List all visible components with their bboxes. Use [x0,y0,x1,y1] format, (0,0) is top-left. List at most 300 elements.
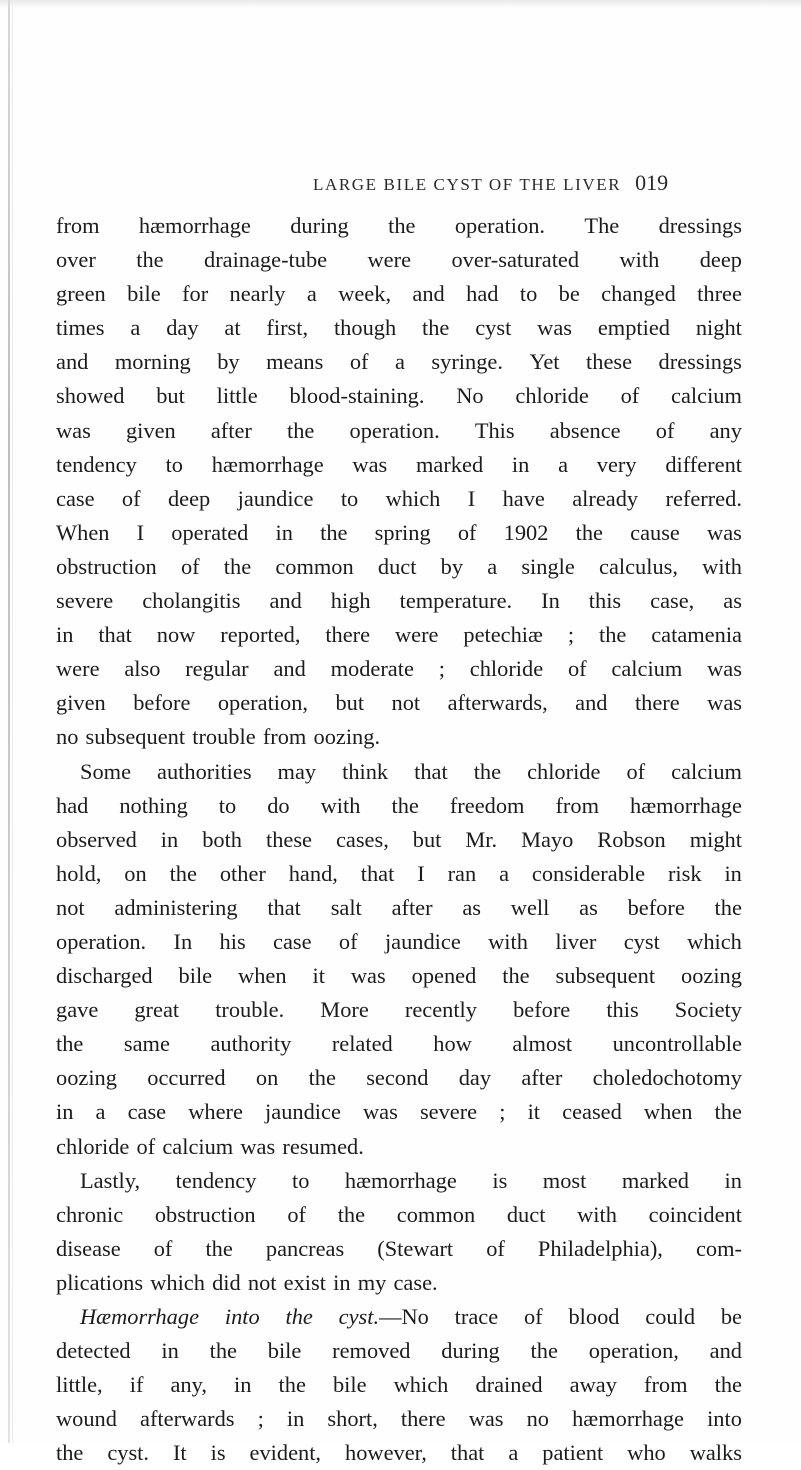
word: the [337,1201,366,1227]
word: as [462,894,482,920]
word: that [360,860,395,886]
word: and [56,349,89,375]
running-head: LARGE BILE CYST OF THE LIVER [313,175,622,194]
word: Mr. [465,826,498,852]
word: operation. [454,213,545,238]
word: in [234,1372,252,1398]
word: the [278,1372,306,1398]
word: other [219,860,266,886]
word: the [209,1338,237,1364]
word: pancreas [265,1235,345,1261]
word: already [572,485,639,511]
word: however, [345,1440,427,1466]
word: cyst [475,315,512,341]
word: after [521,1065,563,1091]
word: and [709,1338,742,1364]
word: of [349,349,369,375]
word: there [325,622,371,648]
text-line [56,1266,742,1300]
word: the [308,1065,336,1091]
text-line [56,584,742,618]
text-line [56,379,742,413]
word: from [555,792,599,818]
word: a [558,451,569,477]
word: deep [167,485,211,511]
word: of [567,656,587,682]
word: of [626,758,646,784]
word: oozing [681,963,742,989]
word: of [136,1133,156,1159]
word: that [414,758,448,784]
word: but [335,690,365,716]
word: little, [56,1372,103,1398]
word: now [156,622,196,648]
word: gave [56,997,99,1023]
word: patient [542,1440,604,1466]
word: be [720,1304,742,1329]
word: trace [454,1304,499,1329]
word: do [267,792,290,818]
word: ; [567,622,575,648]
word: calcium [611,656,683,682]
word: duct [506,1201,546,1227]
word: of [287,1201,306,1227]
word: which [393,1372,449,1398]
word: into [224,1304,260,1329]
word: did [212,1269,241,1295]
word: away [569,1372,617,1398]
word: both [202,826,242,852]
text-line [56,925,742,959]
word: cyst [623,928,660,954]
word: and [269,588,302,614]
word: three [697,281,742,307]
text-line [56,243,742,277]
body-text [56,209,742,1470]
word: hæmorrhage [630,792,742,818]
text-line [56,482,742,516]
word: given [125,417,176,443]
word: of [620,383,640,409]
word: when [643,1099,693,1125]
word: the [714,1099,742,1125]
word: calcium [671,383,742,409]
word: by [217,349,240,375]
word: was [240,1133,276,1159]
word: in [724,1167,742,1193]
word: authority [210,1031,292,1057]
word: could [645,1304,696,1329]
word: in [160,826,179,852]
word: might [689,826,742,852]
word: tendency [56,451,137,477]
word: think [342,758,389,784]
word: as [723,588,742,614]
word: day [458,1065,492,1091]
word: though [333,315,397,341]
page-top-edge [0,0,801,8]
word: ; [438,656,445,682]
word: hold, [56,860,102,886]
word: on [255,1065,279,1091]
word: it [312,963,325,989]
word: More [320,997,369,1023]
word: in [161,1338,179,1364]
word: night [695,315,742,341]
word: from [262,724,307,750]
word: means [266,349,324,375]
word: spring [374,519,431,545]
word: the [285,1304,313,1329]
word: and [412,281,445,307]
text-line [56,1164,742,1198]
text-line [56,789,742,823]
word: was [363,1099,398,1125]
word: the [56,1031,84,1057]
word: chloride [515,383,589,409]
word: jaundice [265,1099,341,1125]
word: the [56,1440,84,1466]
word: plications [56,1269,144,1295]
word: with [702,553,742,579]
word: afterwards, [447,690,548,716]
word: was [707,690,742,716]
word: When [56,519,110,545]
word: the [530,1338,558,1364]
word: afterwards [140,1406,235,1432]
word: in [56,622,74,648]
word: operation. [349,417,440,443]
word: in [286,1406,305,1432]
word: blood-staining. [289,383,425,409]
page-number: 019 [635,170,669,195]
word: petechiæ [463,622,543,648]
word: to [218,792,237,818]
word: referred. [665,485,742,511]
word: opened [411,963,477,989]
word: No [456,383,484,409]
word: chloride [527,758,601,784]
text-line [56,720,742,754]
word: times [56,315,105,341]
word: with [619,247,660,273]
word: bile [127,281,161,307]
word: chronic [56,1201,124,1227]
word: who [627,1440,666,1466]
text-line [56,1402,742,1436]
word: his [219,928,246,954]
word: in [724,860,742,886]
word: the [714,894,742,920]
word: recently [404,997,477,1023]
word: in [56,1099,74,1125]
word: have [502,485,545,511]
word: was [468,1406,504,1432]
word: green [56,281,106,307]
word: which [687,928,742,954]
word: given [56,690,106,716]
word: blood [568,1304,620,1329]
word: Robson [597,826,666,852]
word: operation, [217,690,308,716]
word: common [396,1201,476,1227]
word: not [56,894,85,920]
text-line [56,1232,742,1266]
word: The [584,213,620,238]
word: after [210,417,252,443]
word: little [216,383,258,409]
word: the [388,213,416,238]
word: observed [56,826,137,852]
word: syringe. [431,349,503,375]
word: is [492,1167,508,1193]
word: chloride [56,1133,130,1159]
word: of [523,1304,543,1329]
word: after [391,894,433,920]
word: most [542,1167,587,1193]
text-line [56,891,742,925]
word: and [273,656,306,682]
word: to [340,485,359,511]
word: had [466,281,499,307]
word: hæmorrhage [211,451,324,477]
word: administering [114,894,238,920]
word: to [291,1167,310,1193]
text-line [56,1368,742,1402]
word: subsequent [555,963,656,989]
word: salt [330,894,362,920]
word: the [422,315,450,341]
word: liver [555,928,597,954]
word: This [474,417,515,443]
word: were [367,247,412,273]
text-line [56,209,742,243]
text-line [56,857,742,891]
word: case [273,928,312,954]
word: trouble [192,724,256,750]
text-line [56,311,742,345]
word: calcium [162,1133,234,1159]
word: discharged [56,963,153,989]
binding-gutter [8,0,10,1443]
word: disease [56,1235,121,1261]
word: trouble. [215,997,285,1023]
page-header [313,170,733,194]
word: very [596,451,637,477]
word: as [579,894,598,920]
word: Philadelphia), [537,1235,663,1261]
word: a [394,349,405,375]
word: of [338,928,358,954]
word: that [98,622,132,648]
word: uncontrollable [612,1031,742,1057]
word: short, [327,1406,378,1432]
word: on [124,860,147,886]
word: morning [114,349,191,375]
word: authorities [157,758,252,784]
word: cyst.—No [338,1304,429,1329]
word: of [153,1235,173,1261]
word: before [513,997,571,1023]
word: it [527,1099,541,1125]
word: no [56,724,79,750]
binding-gutter-shadow [12,0,13,1443]
text-line [56,959,742,993]
word: well [510,894,550,920]
text-line [56,448,742,482]
word: but [156,383,185,409]
word: the [714,1372,742,1398]
word: for [182,281,209,307]
word: there [400,1406,446,1432]
word: Hæmorrhage [80,1304,200,1329]
word: duct [377,553,417,579]
word: a [487,553,498,579]
word: over-saturated [451,247,580,273]
word: temperature. [399,588,513,614]
word: walks [689,1440,742,1466]
word: freedom [449,792,525,818]
word: jaundice [237,485,314,511]
word: a [499,860,510,886]
word: case. [393,1269,438,1295]
word: which [385,485,441,511]
word: considerable [531,860,646,886]
word: of [180,553,200,579]
word: not [247,1269,277,1295]
word: from [56,213,100,238]
word: obstruction [56,553,157,579]
word: (Stewart [377,1235,454,1261]
word: ; [499,1099,506,1125]
text-line [56,345,742,379]
word: Some [80,758,132,784]
word: drained [475,1372,543,1398]
word: of [655,417,675,443]
word: a [508,1440,519,1466]
word: jaundice [384,928,461,954]
word: that [450,1440,485,1466]
word: dressings [658,349,742,375]
word: the [205,1235,233,1261]
word: there [634,690,680,716]
word: severe [56,588,114,614]
word: cases, [335,826,389,852]
word: Society [674,997,742,1023]
word: this [606,997,639,1023]
word: oozing. [313,724,381,750]
word: was [537,315,572,341]
word: first, [266,315,309,341]
word: calcium [671,758,742,784]
word: oozing [56,1065,117,1091]
text-line [56,652,742,686]
word: In [541,588,560,614]
word: in [511,451,530,477]
word: risk [667,860,702,886]
word: great [134,997,180,1023]
word: a [306,281,317,307]
word: bile [267,1338,302,1364]
word: the [598,622,627,648]
word: Mayo [521,826,574,852]
word: of [457,519,477,545]
word: choledochotomy [592,1065,742,1091]
word: different [665,451,742,477]
word: a [95,1099,106,1125]
word: in [333,1269,351,1295]
word: com- [695,1235,742,1261]
word: coincident [648,1201,742,1227]
word: that [267,894,301,920]
word: Yet [529,349,560,375]
word: from [644,1372,688,1398]
word: these [265,826,312,852]
word: It [172,1440,187,1466]
word: when [238,963,287,989]
text-line [56,277,742,311]
word: Lastly, [80,1167,141,1193]
word: into [707,1406,742,1432]
word: operation, [588,1338,679,1364]
word: before [133,690,191,716]
word: was [352,451,388,477]
word: deep [699,247,742,273]
word: these [586,349,633,375]
word: second [366,1065,429,1091]
word: ran [447,860,477,886]
text-line [56,1027,742,1061]
word: with [320,792,361,818]
word: hand, [288,860,338,886]
word: the [473,758,502,784]
word: tendency [175,1167,257,1193]
word: a [130,315,141,341]
text-line [56,550,742,584]
word: nothing [119,792,188,818]
word: operation. [56,928,147,954]
word: not [391,690,421,716]
word: of [121,485,141,511]
word: day [166,315,199,341]
word: showed [56,383,125,409]
word: marked [621,1167,689,1193]
word: to [165,451,183,477]
word: the [287,417,315,443]
word: and [575,690,608,716]
word: common [275,553,354,579]
word: cause [630,519,680,545]
word: I [467,485,476,511]
text-line [56,1300,742,1334]
word: my [357,1269,387,1295]
word: in [275,519,293,545]
word: to [519,281,538,307]
word: hæmorrhage [138,213,251,238]
word: ; [257,1406,264,1432]
text-line [56,993,742,1027]
word: reported, [220,622,301,648]
text-line [56,1095,742,1129]
word: during [290,213,349,238]
word: drainage-tube [204,247,328,273]
word: with [488,928,528,954]
text-line [56,1061,742,1095]
word: no [526,1406,549,1432]
word: the [136,247,164,273]
word: In [173,928,193,954]
word: moderate [330,656,414,682]
